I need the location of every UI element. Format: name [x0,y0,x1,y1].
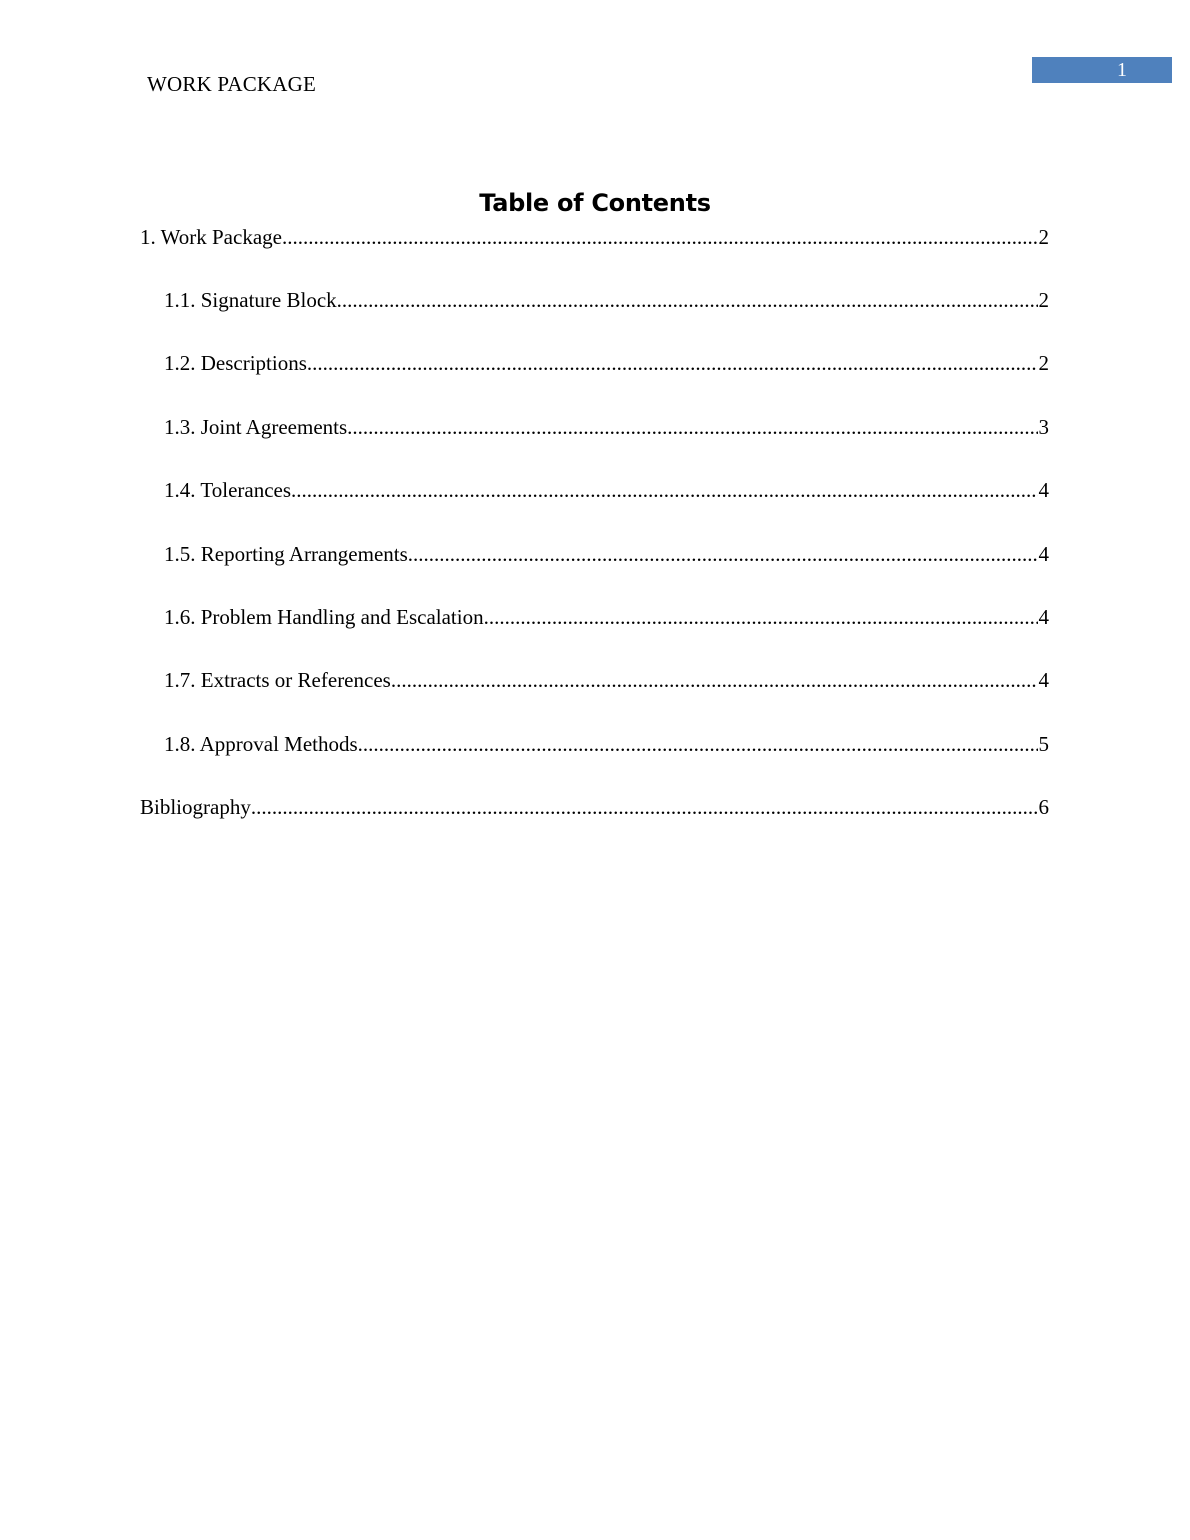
toc-entry-page: 4 [1038,478,1049,502]
toc-dot-leader [408,539,1038,569]
toc-entry-label: 1.4. Tolerances [164,478,292,502]
page-number-badge: 1 [1032,57,1172,83]
toc-entry-page: 4 [1038,668,1049,692]
toc-entry-page: 6 [1038,795,1049,819]
toc-dot-leader [307,348,1038,378]
toc-entry-problem-handling[interactable] [164,602,1049,632]
toc-dot-leader [291,475,1037,505]
toc-dot-leader [347,412,1037,442]
toc-entry-label: 1.5. Reporting Arrangements [164,542,408,566]
toc-dot-leader [337,285,1038,315]
toc-entry-label: 1.6. Problem Handling and Escalation [164,605,484,629]
toc-entry-label: Bibliography [140,795,251,819]
toc-dot-leader [391,665,1038,695]
running-header-title: WORK PACKAGE [147,72,317,96]
toc-entry-label: 1.2. Descriptions [164,351,307,375]
toc-entry-reporting-arrangements[interactable] [164,539,1049,569]
toc-entry-label: 1.3. Joint Agreements [164,415,348,439]
toc-entry-page: 2 [1038,288,1049,312]
toc-dot-leader [282,222,1038,252]
toc-entry-label: 1.8. Approval Methods [164,732,358,756]
toc-entry-descriptions[interactable] [164,348,1049,378]
toc-entry-page: 2 [1038,225,1049,249]
toc-entry-extracts-references[interactable] [164,665,1049,695]
toc-title: Table of Contents [479,189,711,217]
toc-entry-page: 5 [1038,732,1049,756]
toc-entry-page: 4 [1038,542,1049,566]
toc-entry-approval-methods[interactable] [164,729,1049,759]
toc-entry-page: 2 [1038,351,1049,375]
toc-entry-bibliography[interactable] [140,792,1049,822]
toc-dot-leader [251,792,1038,822]
toc-entry-label: 1.7. Extracts or References [164,668,391,692]
toc-entry-label: 1. Work Package [140,225,282,249]
toc-entry-signature-block[interactable] [164,285,1049,315]
toc-entry-label: 1.1. Signature Block [164,288,337,312]
toc-dot-leader [484,602,1038,632]
toc-entry-joint-agreements[interactable] [164,412,1049,442]
toc-dot-leader [358,729,1038,759]
toc-entry-tolerances[interactable] [164,475,1049,505]
toc-entry-page: 4 [1038,605,1049,629]
toc-entry-page: 3 [1038,415,1049,439]
toc-entry-work-package[interactable] [140,222,1049,252]
